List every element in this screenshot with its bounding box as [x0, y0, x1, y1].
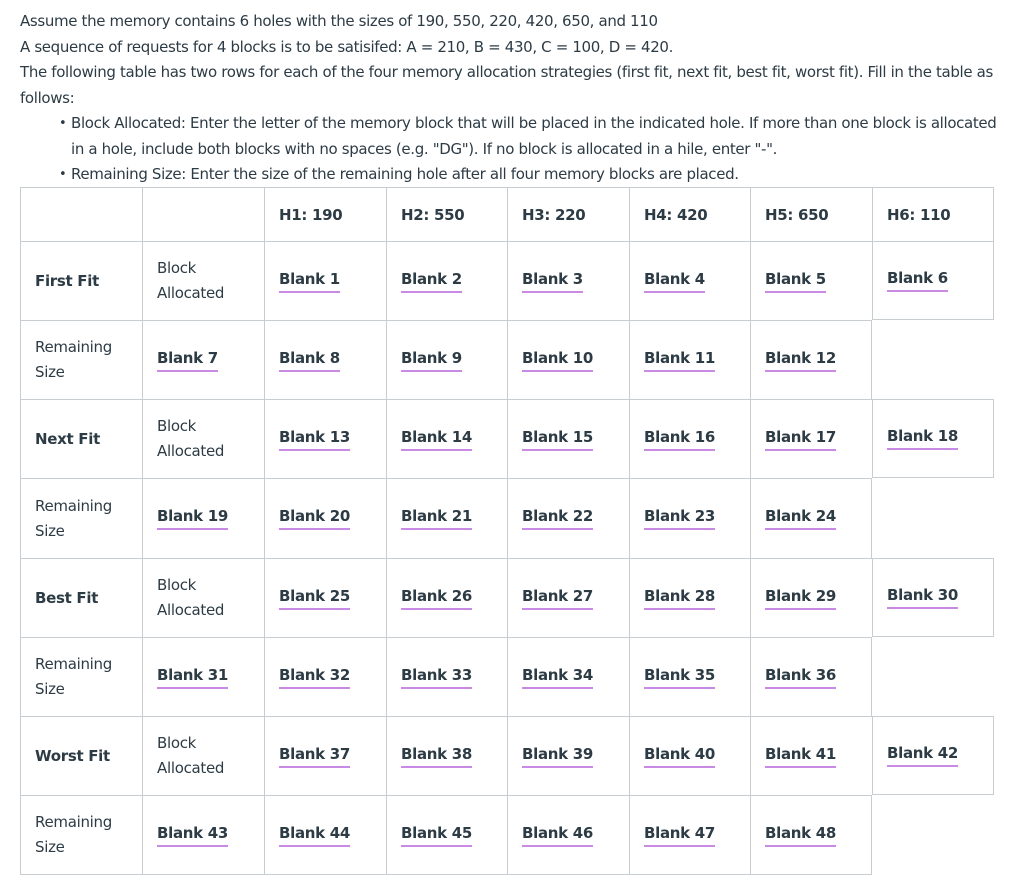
answer-cell: [264, 637, 386, 716]
row-label-cell: [142, 558, 264, 637]
answer-cell: [264, 478, 386, 558]
blank-input[interactable]: Blank 22: [522, 507, 593, 530]
remaining-size-label: Remaining Size: [35, 813, 112, 856]
block-allocated-label: Block Allocated: [157, 576, 225, 619]
blank-input[interactable]: Blank 19: [157, 507, 228, 530]
answer-cell: [386, 478, 507, 558]
blank-input[interactable]: Blank 39: [522, 745, 593, 768]
blank-input[interactable]: Blank 18: [887, 427, 958, 450]
header-cell: [386, 187, 507, 241]
header-cell: [750, 187, 872, 241]
header-corner-cell: [20, 187, 142, 241]
blank-input[interactable]: Blank 46: [522, 824, 593, 847]
blank-input[interactable]: Blank 17: [765, 428, 836, 451]
answer-cell: [142, 320, 264, 399]
blank-input[interactable]: Blank 35: [644, 666, 715, 689]
blank-input[interactable]: Blank 1: [279, 270, 340, 293]
blank-input[interactable]: Blank 32: [279, 666, 350, 689]
answer-cell: [629, 241, 750, 320]
blank-input[interactable]: Blank 9: [401, 349, 462, 372]
answer-cell: [872, 716, 994, 795]
block-allocated-label: Block Allocated: [157, 417, 225, 460]
answer-cell: [507, 478, 629, 558]
strategy-name-first-fit: First Fit: [35, 272, 99, 290]
answer-cell: [142, 795, 264, 875]
answer-cell: [629, 795, 750, 875]
answer-cell: [750, 478, 872, 558]
answer-cell: [629, 637, 750, 716]
instruction-holes: Assume the memory contains 6 holes with the sizes of 190, 550, 220, 420, 650, and 110: [20, 12, 658, 30]
answer-cell: [386, 637, 507, 716]
blank-input[interactable]: Blank 28: [644, 587, 715, 610]
blank-input[interactable]: Blank 31: [157, 666, 228, 689]
header-cell: [507, 187, 629, 241]
answer-cell: [142, 637, 264, 716]
blank-input[interactable]: Blank 7: [157, 349, 218, 372]
strategy-cell: [20, 716, 142, 795]
hole-header: H4: 420: [644, 205, 708, 224]
instruction-requests: A sequence of requests for 4 blocks is to be satisifed: A = 210, B = 430, C = 100, D = 420.: [20, 37, 674, 56]
answer-cell: [142, 478, 264, 558]
hole-header: H3: 220: [522, 205, 586, 224]
answer-cell: [264, 558, 386, 637]
blank-input[interactable]: Blank 25: [279, 587, 350, 610]
blank-input[interactable]: Blank 15: [522, 428, 593, 451]
answer-cell: [507, 241, 629, 320]
answer-cell: [386, 716, 507, 795]
blank-input[interactable]: Blank 30: [887, 586, 958, 609]
strategy-name-worst-fit: Worst Fit: [35, 747, 110, 765]
answer-cell: [264, 795, 386, 875]
answer-cell: [750, 399, 872, 478]
answer-cell: [264, 320, 386, 399]
strategy-name-best-fit: Best Fit: [35, 589, 99, 607]
remaining-size-label: Remaining Size: [35, 655, 112, 698]
instruction-list: [20, 111, 1005, 188]
blank-input[interactable]: Blank 44: [279, 824, 350, 847]
strategy-cell: [20, 241, 142, 320]
blank-input[interactable]: Blank 29: [765, 587, 836, 610]
answer-cell: [750, 637, 872, 716]
blank-input[interactable]: Blank 45: [401, 824, 472, 847]
strategy-name-next-fit: Next Fit: [35, 430, 100, 448]
answer-cell: [507, 558, 629, 637]
answer-cell: [629, 399, 750, 478]
blank-input[interactable]: Blank 23: [644, 507, 715, 530]
blank-input[interactable]: Blank 27: [522, 587, 593, 610]
header-cell: [629, 187, 750, 241]
block-allocated-label: Block Allocated: [157, 259, 225, 302]
blank-input[interactable]: Blank 12: [765, 349, 836, 372]
instruction-bullet-remaining-size: • Remaining Size: Enter the size of the remaining hole after all four memory blocks are placed.: [20, 162, 1005, 188]
allocation-table: [20, 187, 994, 875]
answer-cell: [629, 558, 750, 637]
answer-cell: [386, 320, 507, 399]
blank-input[interactable]: Blank 47: [644, 824, 715, 847]
strategy-cell: [20, 399, 142, 478]
blank-input[interactable]: Blank 40: [644, 745, 715, 768]
answer-cell: [629, 320, 750, 399]
row-label-cell: [142, 399, 264, 478]
blank-input[interactable]: Blank 5: [765, 270, 826, 293]
answer-cell: [386, 558, 507, 637]
blank-input[interactable]: Blank 10: [522, 349, 593, 372]
answer-cell: [872, 558, 994, 637]
blank-input[interactable]: Blank 11: [644, 349, 715, 372]
blank-input[interactable]: Blank 16: [644, 428, 715, 451]
blank-input[interactable]: Blank 21: [401, 507, 472, 530]
row-label-cell: [142, 241, 264, 320]
answer-cell: [750, 558, 872, 637]
strategy-cell: [20, 558, 142, 637]
blank-input[interactable]: Blank 2: [401, 270, 462, 293]
answer-cell: [507, 716, 629, 795]
blank-input[interactable]: Blank 6: [887, 269, 948, 292]
blank-input[interactable]: Blank 34: [522, 666, 593, 689]
header-cell: [264, 187, 386, 241]
answer-cell: [872, 399, 994, 478]
answer-cell: [872, 241, 994, 320]
blank-input[interactable]: Blank 4: [644, 270, 705, 293]
answer-cell: [750, 795, 872, 875]
block-allocated-label: Block Allocated: [157, 734, 225, 777]
blank-input[interactable]: Blank 8: [279, 349, 340, 372]
blank-input[interactable]: Blank 13: [279, 428, 350, 451]
blank-input[interactable]: Blank 41: [765, 745, 836, 768]
instruction-table: The following table has two rows for each of the four memory allocation strategies (first fit, next fit, best fit, worst fit). Fill in the table as follows:: [20, 63, 993, 107]
header-cell: [872, 187, 994, 241]
answer-cell: [507, 320, 629, 399]
answer-cell: [264, 241, 386, 320]
answer-cell: [750, 716, 872, 795]
blank-input[interactable]: Blank 33: [401, 666, 472, 689]
answer-cell: [629, 716, 750, 795]
answer-cell: [264, 399, 386, 478]
blank-input[interactable]: Blank 24: [765, 507, 836, 530]
blank-input[interactable]: Blank 42: [887, 744, 958, 767]
row-label-cell: [20, 478, 142, 558]
row-label-cell: [142, 716, 264, 795]
answer-cell: [264, 716, 386, 795]
hole-header: H6: 110: [887, 205, 951, 224]
blank-input[interactable]: Blank 48: [765, 824, 836, 847]
row-label-cell: [20, 637, 142, 716]
answer-cell: [386, 795, 507, 875]
instruction-bullet-block-allocated: • Block Allocated: Enter the letter of the memory block that will be placed in the indicated hole. If more than one block is allocated in a hole, include both blocks with no spaces (e.g. "DG"). If no block is allocated in a hile, enter "-".: [20, 111, 1005, 162]
remaining-size-label: Remaining Size: [35, 338, 112, 381]
blank-input[interactable]: Blank 38: [401, 745, 472, 768]
blank-input[interactable]: Blank 20: [279, 507, 350, 530]
header-label-cell: [142, 187, 264, 241]
answer-cell: [750, 320, 872, 399]
answer-cell: [507, 795, 629, 875]
hole-header: H5: 650: [765, 205, 829, 224]
blank-input[interactable]: Blank 37: [279, 745, 350, 768]
blank-input[interactable]: Blank 43: [157, 824, 228, 847]
instructions: [20, 9, 1005, 188]
blank-input[interactable]: Blank 36: [765, 666, 836, 689]
row-label-cell: [20, 795, 142, 875]
hole-header: H2: 550: [401, 205, 465, 224]
blank-input[interactable]: Blank 14: [401, 428, 472, 451]
answer-cell: [507, 399, 629, 478]
blank-input[interactable]: Blank 3: [522, 270, 583, 293]
answer-cell: [386, 241, 507, 320]
row-label-cell: [20, 320, 142, 399]
answer-cell: [750, 241, 872, 320]
answer-cell: [507, 637, 629, 716]
blank-input[interactable]: Blank 26: [401, 587, 472, 610]
answer-cell: [629, 478, 750, 558]
answer-cell: [386, 399, 507, 478]
remaining-size-label: Remaining Size: [35, 496, 112, 540]
hole-header: H1: 190: [279, 205, 343, 224]
